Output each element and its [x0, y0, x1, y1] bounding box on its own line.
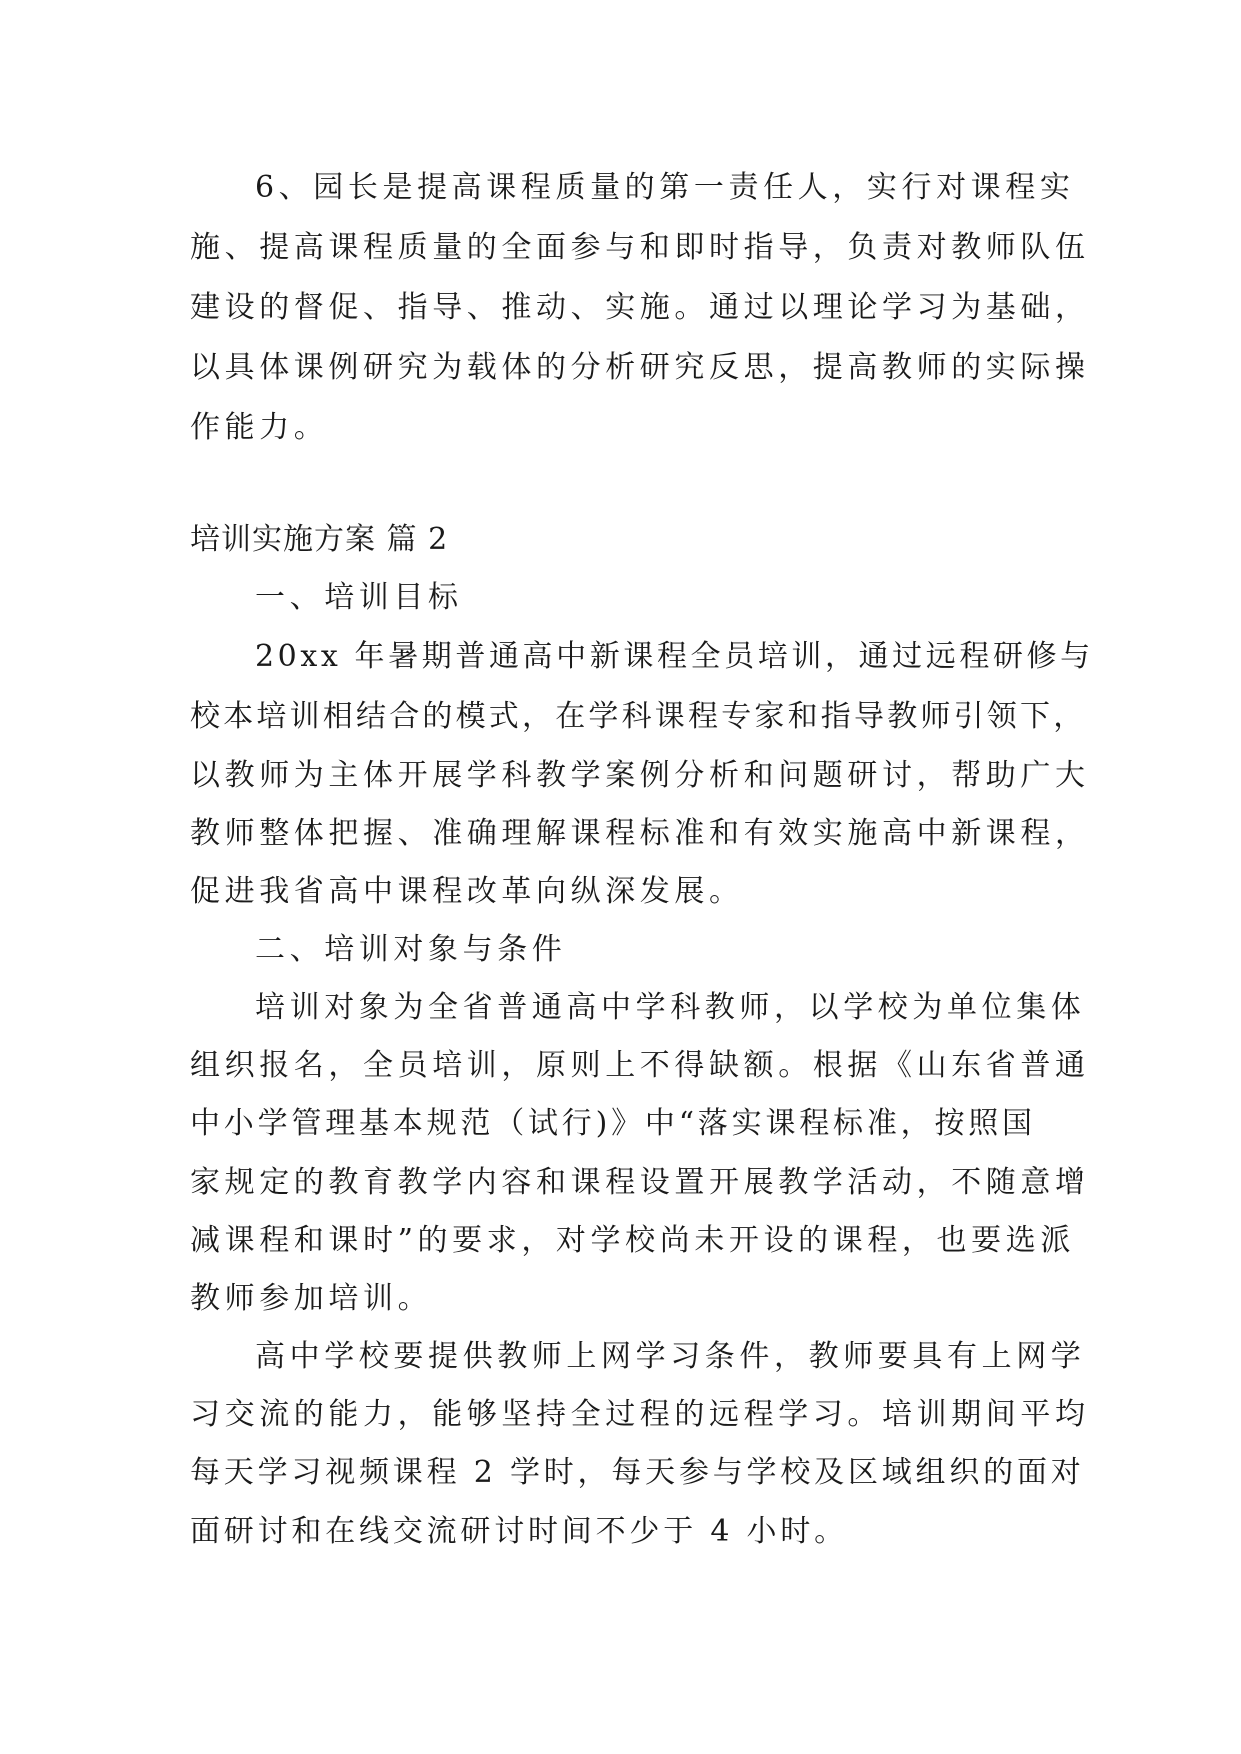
- paragraph-6-line-5: 作能力。: [190, 410, 329, 445]
- heading-training-goal: 一、培训目标: [255, 580, 463, 615]
- paragraph-target-line-2: 组织报名，全员培训，原则上不得缺额。根据《山东省普通: [190, 1048, 1090, 1083]
- paragraph-target-line-5: 减课程和课时”的要求，对学校尚未开设的课程，也要选派: [190, 1223, 1075, 1258]
- paragraph-6-line-1: 6、园长是提高课程质量的第一责任人，实行对课程实: [255, 170, 1075, 205]
- paragraph-goal-line-3: 以教师为主体开展学科教学案例分析和问题研讨，帮助广大: [190, 758, 1090, 793]
- paragraph-target-line-4: 家规定的教育教学内容和课程设置开展教学活动，不随意增: [190, 1165, 1090, 1200]
- paragraph-target-line-1: 培训对象为全省普通高中学科教师，以学校为单位集体: [255, 990, 1086, 1025]
- paragraph-6-line-4: 以具体课例研究为载体的分析研究反思，提高教师的实际操: [190, 350, 1090, 385]
- paragraph-goal-line-4: 教师整体把握、准确理解课程标准和有效实施高中新课程，: [190, 816, 1090, 851]
- paragraph-target-line-6: 教师参加培训。: [190, 1281, 433, 1316]
- paragraph-conditions-line-4: 面研讨和在线交流研讨时间不少于 4 小时。: [190, 1514, 848, 1549]
- heading-training-target: 二、培训对象与条件: [255, 932, 567, 967]
- paragraph-conditions-line-3: 每天学习视频课程 2 学时，每天参与学校及区域组织的面对: [190, 1455, 1085, 1490]
- paragraph-conditions-line-2: 习交流的能力，能够坚持全过程的远程学习。培训期间平均: [190, 1397, 1090, 1432]
- paragraph-goal-line-1: 20xx 年暑期普通高中新课程全员培训，通过远程研修与: [255, 639, 1094, 674]
- paragraph-goal-line-5: 促进我省高中课程改革向纵深发展。: [190, 874, 744, 909]
- section-title: 培训实施方案 篇 2: [190, 522, 449, 557]
- paragraph-6-line-3: 建设的督促、指导、推动、实施。通过以理论学习为基础，: [190, 290, 1090, 325]
- paragraph-6-line-2: 施、提高课程质量的全面参与和即时指导，负责对教师队伍: [190, 230, 1090, 265]
- paragraph-conditions-line-1: 高中学校要提供教师上网学习条件，教师要具有上网学: [255, 1339, 1086, 1374]
- paragraph-goal-line-2: 校本培训相结合的模式，在学科课程专家和指导教师引领下，: [190, 699, 1087, 734]
- paragraph-target-line-3: 中小学管理基本规范（试行)》中“落实课程标准，按照国: [190, 1106, 1036, 1141]
